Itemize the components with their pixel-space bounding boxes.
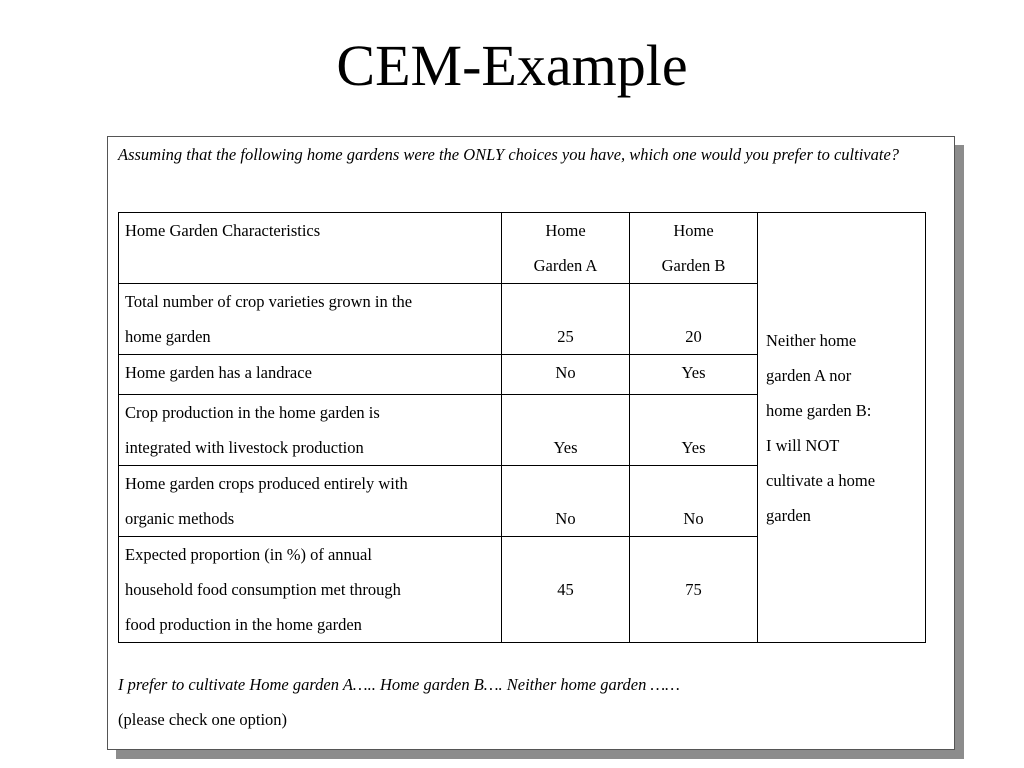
neither-option-line: garden A nor: [766, 365, 852, 385]
neither-option-line: I will NOT: [766, 435, 840, 455]
row-label: [119, 284, 502, 355]
header-garden-a-line: Home: [545, 221, 586, 240]
choice-question: Assuming that the following home gardens were the ONLY choices you have, which one would you prefer to cultivate?: [118, 145, 900, 164]
garden-a-value: No: [502, 355, 630, 395]
garden-a-value: No: [502, 466, 630, 537]
row-label-line: food production in the home garden: [125, 615, 362, 634]
garden-b-value: 20: [630, 284, 758, 355]
header-garden-b-line: Garden B: [661, 256, 726, 275]
answer-line: I prefer to cultivate Home garden A….. Home garden B…. Neither home garden ……: [118, 675, 680, 694]
slide-title: CEM-Example: [336, 33, 688, 98]
row-label-line: Expected proportion (in %) of annual: [125, 545, 372, 564]
garden-b-value: No: [630, 466, 758, 537]
neither-option-line: cultivate a home: [766, 470, 876, 490]
row-label: [119, 537, 502, 643]
row-label-line: household food consumption met through: [125, 580, 401, 599]
garden-b-value: 75: [630, 537, 758, 643]
row-label-line: Crop production in the home garden is: [125, 403, 380, 422]
table-header-row: [119, 213, 926, 284]
garden-a-value: Yes: [502, 395, 630, 466]
row-label: [119, 395, 502, 466]
neither-option-line: Neither home: [766, 330, 857, 350]
row-label-line: home garden: [125, 327, 211, 346]
header-characteristics: Home Garden Characteristics: [119, 213, 502, 284]
garden-a-value: 45: [502, 537, 630, 643]
row-label-line: Total number of crop varieties grown in the: [125, 292, 413, 311]
neither-option-cell: [758, 213, 926, 643]
row-label: [119, 466, 502, 537]
header-garden-a-line: Garden A: [533, 256, 598, 275]
garden-b-value: Yes: [630, 355, 758, 395]
row-label-line: organic methods: [125, 509, 235, 528]
garden-b-value: Yes: [630, 395, 758, 466]
choice-experiment-card: [107, 136, 955, 750]
choice-set-table: [118, 212, 926, 643]
answer-note: (please check one option): [118, 710, 288, 729]
garden-a-value: 25: [502, 284, 630, 355]
row-label-line: integrated with livestock production: [125, 438, 364, 457]
header-garden-b-line: Home: [673, 221, 714, 240]
row-label-line: Home garden has a landrace: [125, 363, 312, 382]
neither-option-line: garden: [766, 505, 811, 525]
row-label: [119, 355, 502, 395]
row-label-line: Home garden crops produced entirely with: [125, 474, 408, 493]
neither-option-line: home garden B:: [766, 400, 872, 420]
header-garden-b: [630, 213, 758, 284]
header-garden-a: [502, 213, 630, 284]
